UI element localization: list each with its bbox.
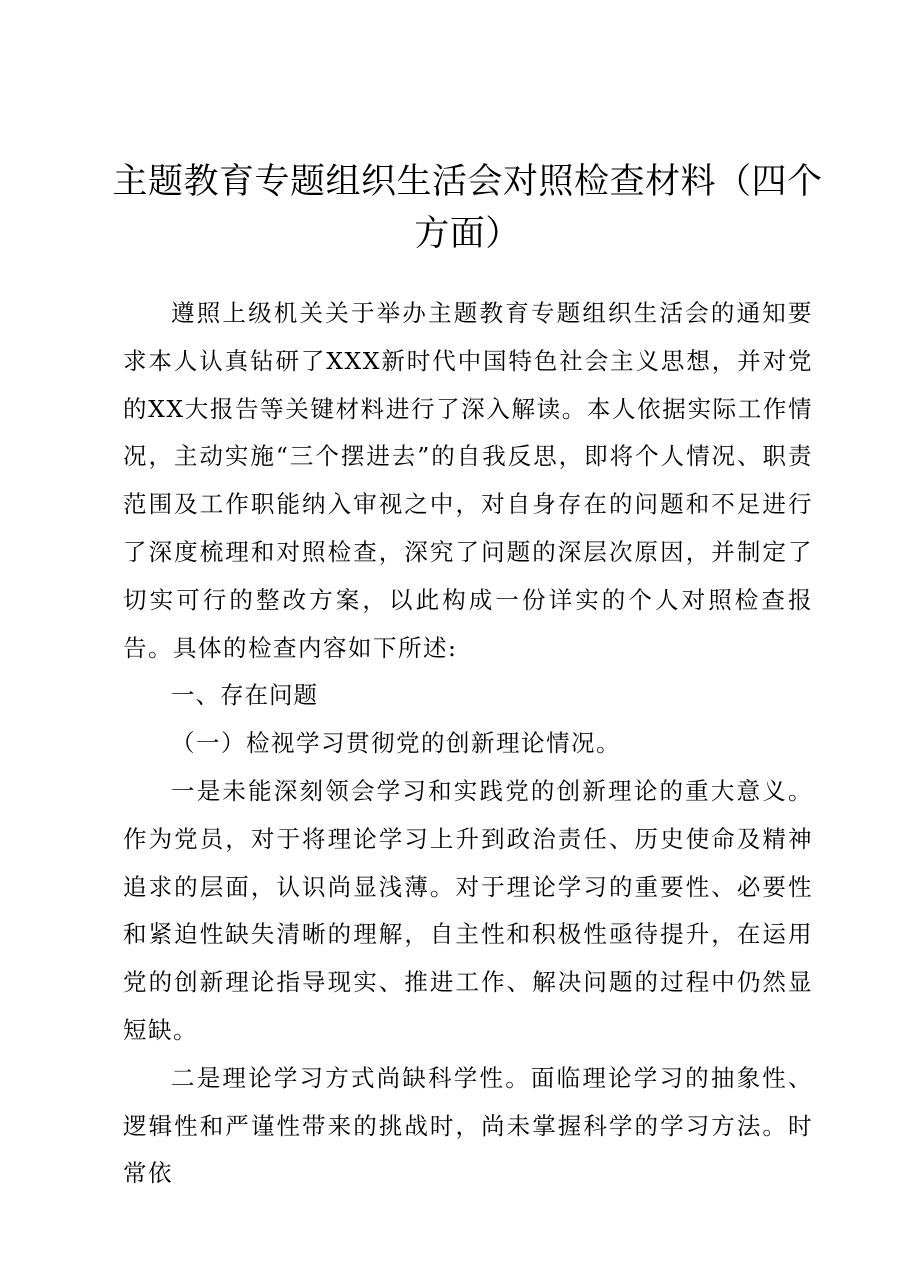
section-heading-problems: 一、存在问题	[171, 681, 318, 710]
point-two-paragraph: 二是理论学习方式尚缺科学性。面临理论学习的抽象性、逻辑性和严谨性带来的挑战时，尚未掌握科学的学习方法。时常依	[123, 1063, 813, 1188]
document-title: 主题教育专题组织生活会对照检查材料（四个方面）	[112, 162, 823, 254]
subsection-heading-theory-study: （一）检视学习贯彻党的创新理论情况。	[171, 729, 621, 758]
document-body	[123, 290, 813, 1198]
intro-paragraph: 遵照上级机关关于举办主题教育专题组织生活会的通知要求本人认真钻研了XXX新时代中国特色社会主义思想，并对党的XX大报告等关键材料进行了深入解读。本人依据实际工作情况，主动实施“三个摆进去”的自我反思，即将个人情况、职责范围及工作职能纳入审视之中，对自身存在的问题和不足进行了深度梳理和对照检查，深究了问题的深层次原因，并制定了切实可行的整改方案，以此构成一份详实的个人对照检查报告。具体的检查内容如下所述:	[123, 299, 813, 662]
point-one-paragraph: 一是未能深刻领会学习和实践党的创新理论的重大意义。作为党员，对于将理论学习上升到政治责任、历史使命及精神追求的层面，认识尚显浅薄。对于理论学习的重要性、必要性和紧迫性缺失清晰的理解，自主性和积极性亟待提升，在运用党的创新理论指导现实、推进工作、解决问题的过程中仍然显短缺。	[123, 776, 813, 1044]
